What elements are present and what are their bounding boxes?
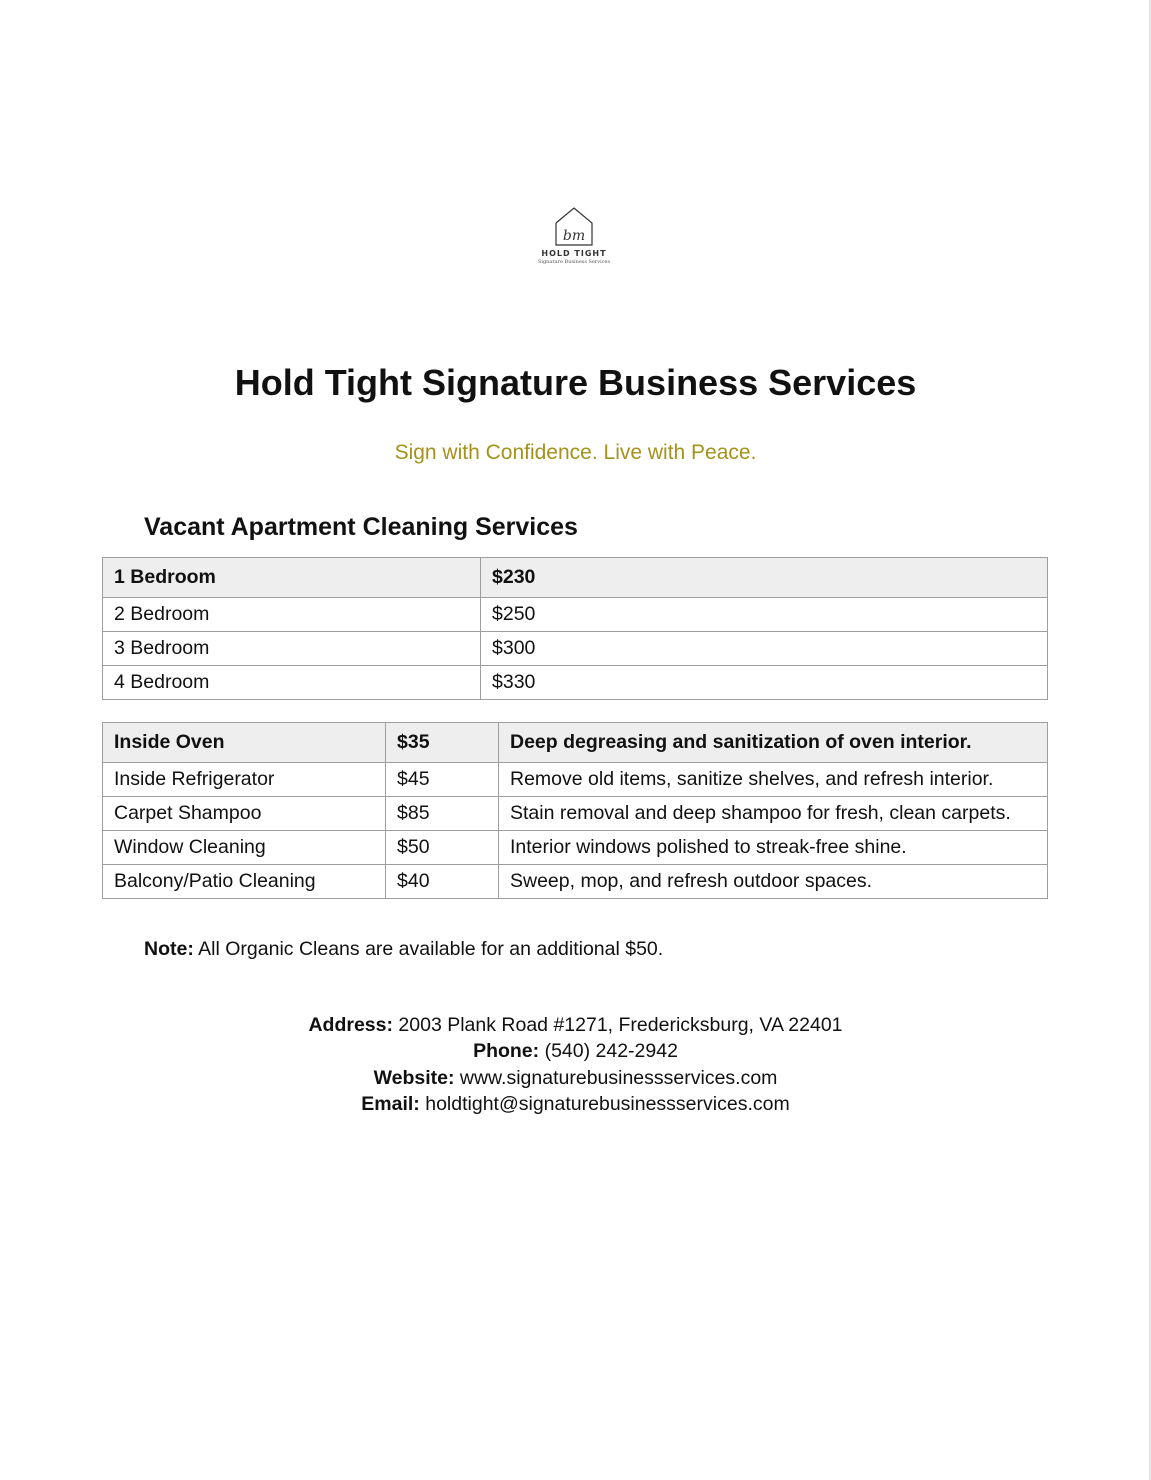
bedroom-rates-table (102, 557, 1048, 700)
addon-services-table (102, 722, 1048, 899)
organic-clean-note (144, 937, 663, 961)
table-row (103, 632, 1048, 666)
service-cell: Carpet Shampoo (103, 797, 386, 831)
address-line (0, 1012, 1151, 1038)
table-row (103, 666, 1048, 700)
contact-info (0, 1012, 1151, 1117)
price-cell: $230 (481, 558, 1048, 598)
note-text: All Organic Cleans are available for an additional $50. (193, 938, 664, 960)
service-cell: Window Cleaning (103, 831, 386, 865)
description-cell: Interior windows polished to streak-free shine. (499, 831, 1048, 865)
email-line (0, 1091, 1151, 1117)
page-title: Hold Tight Signature Business Services (234, 362, 917, 403)
phone-value: (540) 242-2942 (539, 1040, 678, 1063)
service-cell: Inside Oven (103, 723, 386, 763)
table-row (103, 723, 1048, 763)
address-value: 2003 Plank Road #1271, Fredericksburg, VA 22401 (393, 1014, 843, 1036)
price-cell: $330 (481, 666, 1048, 700)
unit-cell: 4 Bedroom (103, 666, 481, 700)
company-logo (524, 205, 624, 273)
note-label: Note: (144, 938, 194, 960)
table-row (103, 797, 1048, 831)
unit-cell: 2 Bedroom (103, 598, 481, 632)
price-cell: $85 (386, 797, 499, 831)
table-row (103, 558, 1048, 598)
phone-line (0, 1038, 1151, 1064)
description-cell: Remove old items, sanitize shelves, and refresh interior. (499, 763, 1048, 797)
house-logo-icon (552, 205, 596, 247)
price-cell: $50 (386, 831, 499, 865)
price-cell: $40 (386, 865, 499, 899)
email-value: holdtight@signaturebusinessservices.com (419, 1092, 790, 1115)
price-cell: $35 (386, 723, 499, 763)
unit-cell: 3 Bedroom (103, 632, 481, 666)
price-cell: $45 (386, 763, 499, 797)
description-cell: Stain removal and deep shampoo for fresh, clean carpets. (499, 797, 1048, 831)
svg-text:bm: bm (562, 228, 586, 244)
description-cell: Deep degreasing and sanitization of oven interior. (499, 723, 1048, 763)
address-label: Address: (308, 1014, 393, 1036)
table-row (103, 831, 1048, 865)
table-row (103, 598, 1048, 632)
table-row (103, 865, 1048, 899)
website-value: www.signaturebusinessservices.com (454, 1066, 778, 1089)
tagline: Sign with Confidence. Live with Peace. (394, 441, 757, 464)
service-cell: Balcony/Patio Cleaning (103, 865, 386, 899)
website-label: Website: (373, 1066, 455, 1089)
email-label: Email: (361, 1092, 420, 1115)
website-line (0, 1065, 1151, 1091)
price-cell: $300 (481, 632, 1048, 666)
logo-name: HOLD TIGHT (541, 249, 607, 258)
phone-label: Phone: (473, 1040, 540, 1063)
section-heading: Vacant Apartment Cleaning Services (144, 513, 578, 541)
description-cell: Sweep, mop, and refresh outdoor spaces. (499, 865, 1048, 899)
logo-subtitle: Signature Business Services (537, 259, 611, 265)
unit-cell: 1 Bedroom (103, 558, 481, 598)
service-cell: Inside Refrigerator (103, 763, 386, 797)
table-row (103, 763, 1048, 797)
price-cell: $250 (481, 598, 1048, 632)
